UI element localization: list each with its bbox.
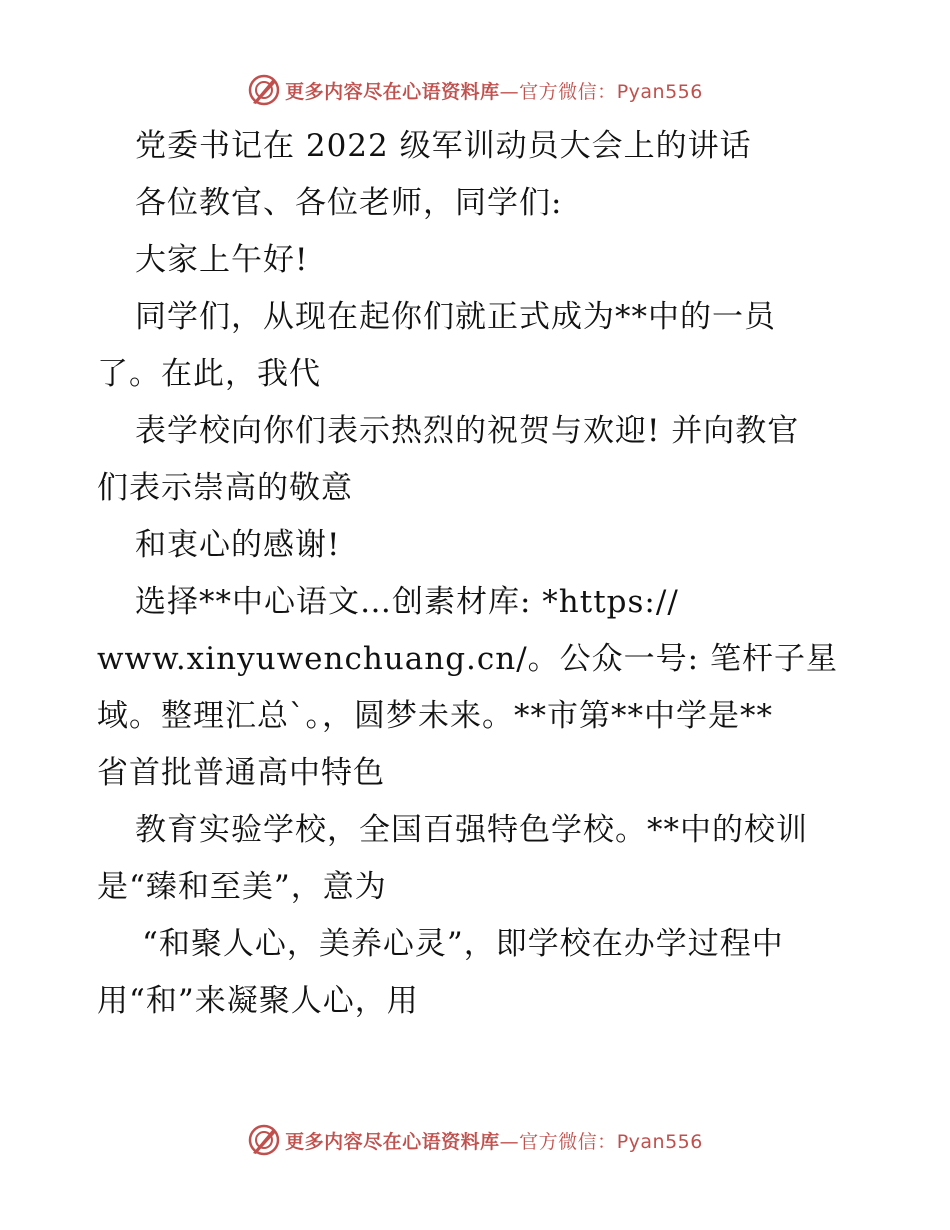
banner-text: 更多内容尽在心语资料库—官方微信：Pyan556 <box>285 1130 703 1153</box>
quill-logo-icon <box>247 1123 281 1157</box>
paragraph-line: 域。整理汇总`。，圆梦未来。**市第**中学是** <box>97 698 773 734</box>
paragraph-line: 是“臻和至美”，意为 <box>97 869 387 905</box>
paragraph-line: 教育实验学校，全国百强特色学校。**中的校训 <box>135 812 808 848</box>
banner-text: 更多内容尽在心语资料库—官方微信：Pyan556 <box>285 80 703 103</box>
paragraph-line: 和衷心的感谢! <box>135 527 341 563</box>
greeting: 大家上午好! <box>135 242 309 278</box>
paragraph-line: 省首批普通高中特色 <box>97 755 385 791</box>
header-banner <box>0 70 950 110</box>
paragraph-line: 用“和”来凝聚人心，用 <box>97 983 419 1019</box>
document-body <box>97 118 857 1030</box>
document-title: 党委书记在 2022 级军训动员大会上的讲话 <box>135 128 752 164</box>
paragraph-line: 了。在此，我代 <box>97 356 321 392</box>
paragraph-line: 同学们，从现在起你们就正式成为**中的一员 <box>135 299 776 335</box>
paragraph-line: 表学校向你们表示热烈的祝贺与欢迎! 并向教官 <box>135 413 800 449</box>
paragraph-line: 们表示崇高的敬意 <box>97 470 353 506</box>
salutation: 各位教官、各位老师，同学们: <box>135 185 563 221</box>
footer-banner <box>0 1120 950 1160</box>
quill-logo-icon <box>247 73 281 107</box>
paragraph-line: www.xinyuwenchuang.cn/。公众一号: 笔杆子星 <box>97 641 838 677</box>
paragraph-line: “和聚人心，美养心灵”，即学校在办学过程中 <box>142 926 784 962</box>
paragraph-line: 选择**中心语文…创素材库: *https:// <box>135 584 679 620</box>
